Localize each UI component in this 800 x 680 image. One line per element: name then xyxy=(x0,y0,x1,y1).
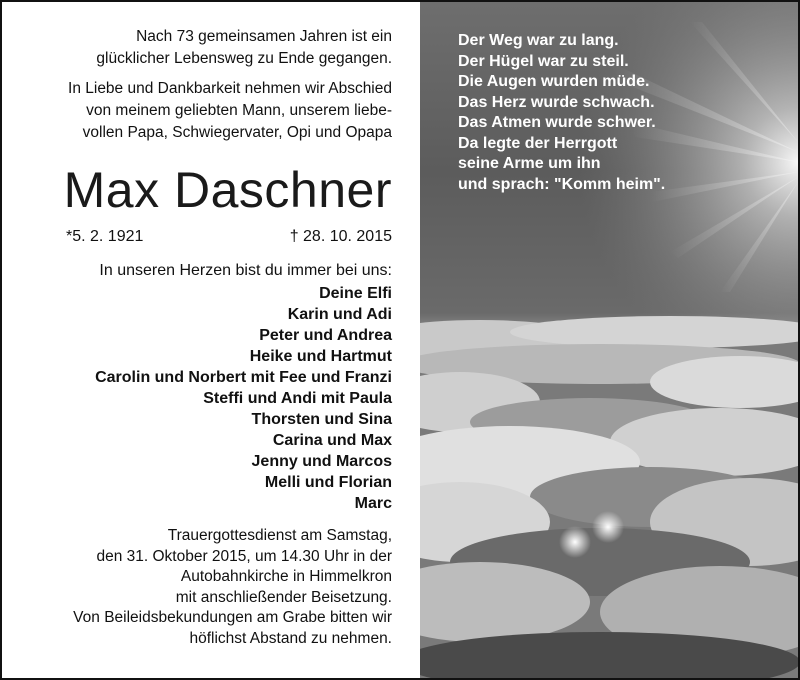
intro-line: glücklicher Lebensweg zu Ende gegangen. xyxy=(96,50,392,67)
service-line: Von Beileidsbekundungen am Grabe bitten wir xyxy=(73,609,392,626)
intro-paragraph-2 xyxy=(42,78,392,144)
poem-line: Da legte der Herrgott xyxy=(458,134,618,152)
poem xyxy=(458,31,665,195)
family-member: Deine Elfi xyxy=(319,285,392,302)
family-member: Melli und Florian xyxy=(264,474,392,491)
text-column xyxy=(2,2,420,678)
family-member: Carina und Max xyxy=(272,432,392,449)
family-member: Heike und Hartmut xyxy=(249,348,392,365)
photo-panel xyxy=(420,2,798,678)
intro-line: In Liebe und Dankbarkeit nehmen wir Abschied xyxy=(68,80,392,97)
light-reflection xyxy=(559,526,591,558)
poem-line: Der Weg war zu lang. xyxy=(458,32,619,49)
service-line: Autobahnkirche in Himmelkron xyxy=(180,568,392,585)
family-member: Marc xyxy=(354,495,392,512)
poem-line: und sprach: "Komm heim". xyxy=(458,175,666,193)
service-line: mit anschließender Beisetzung. xyxy=(175,588,392,606)
poem-line: Die Augen wurden müde. xyxy=(458,73,650,90)
intro-line: vollen Papa, Schwiegervater, Opi und Opapa xyxy=(82,124,392,141)
deceased-name: Max Daschner xyxy=(63,162,392,218)
intro-line: von meinem geliebten Mann, unserem liebe- xyxy=(86,102,392,119)
family-member: Carolin und Norbert mit Fee und Franzi xyxy=(95,369,392,386)
poem-line: Das Herz wurde schwach. xyxy=(458,93,655,111)
poem-line: Der Hügel war zu steil. xyxy=(458,52,629,70)
family-member: Thorsten und Sina xyxy=(251,411,392,428)
family-member: Jenny und Marcos xyxy=(251,453,392,470)
poem-line: seine Arme um ihn xyxy=(458,155,601,172)
family-member: Peter und Andrea xyxy=(259,327,392,344)
family-member: Karin und Adi xyxy=(287,306,392,323)
family-list xyxy=(42,283,392,514)
service-line: höflichst Abstand zu nehmen. xyxy=(189,629,392,647)
poem-line: Das Atmen wurde schwer. xyxy=(458,114,656,131)
intro-paragraph-1 xyxy=(42,26,392,70)
service-line: den 31. Oktober 2015, um 14.30 Uhr in der xyxy=(96,547,392,565)
light-reflection xyxy=(592,511,624,543)
life-dates xyxy=(42,226,392,248)
cloud-sea xyxy=(420,316,798,678)
family-intro: In unseren Herzen bist du immer bei uns: xyxy=(99,262,392,279)
service-announcement xyxy=(42,526,392,649)
intro-line: Nach 73 gemeinsamen Jahren ist ein xyxy=(136,28,392,45)
service-line: Trauergottesdienst am Samstag, xyxy=(167,527,392,544)
birth-date: *5. 2. 1921 xyxy=(66,228,144,245)
death-date: † 28. 10. 2015 xyxy=(289,228,392,245)
family-member: Steffi und Andi mit Paula xyxy=(203,390,392,407)
